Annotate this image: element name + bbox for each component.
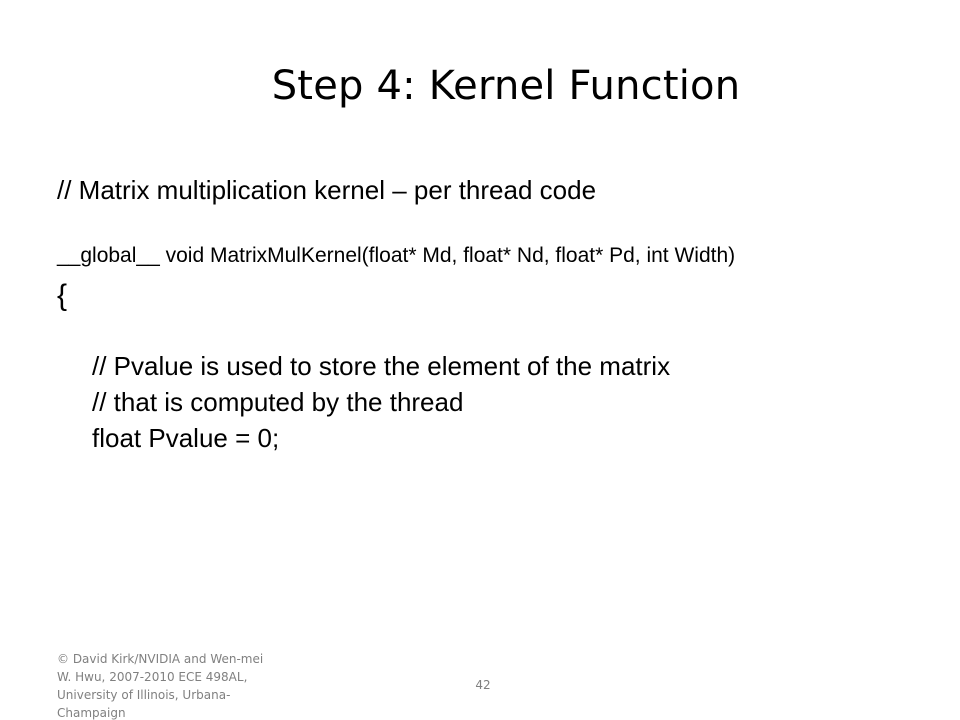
page-number: 42 — [475, 678, 491, 692]
open-brace: { — [57, 279, 68, 312]
code-line-1: // Pvalue is used to store the element of the matrix — [92, 351, 671, 381]
code-line-2: // that is computed by the thread — [92, 387, 464, 417]
code-line-3: float Pvalue = 0; — [92, 423, 280, 453]
footer-copyright: © David Kirk/NVIDIA and Wen-mei W. Hwu, 2007-2010 ECE 498AL, University of Illinois, Urbana-Champaign — [57, 652, 264, 720]
kernel-signature: __global__ void MatrixMulKernel(float* Md, float* Nd, float* Pd, int Width) — [57, 244, 736, 267]
kernel-comment: // Matrix multiplication kernel – per thread code — [57, 175, 597, 205]
slide-title: Step 4: Kernel Function — [271, 63, 741, 109]
kernel-body — [92, 348, 670, 456]
